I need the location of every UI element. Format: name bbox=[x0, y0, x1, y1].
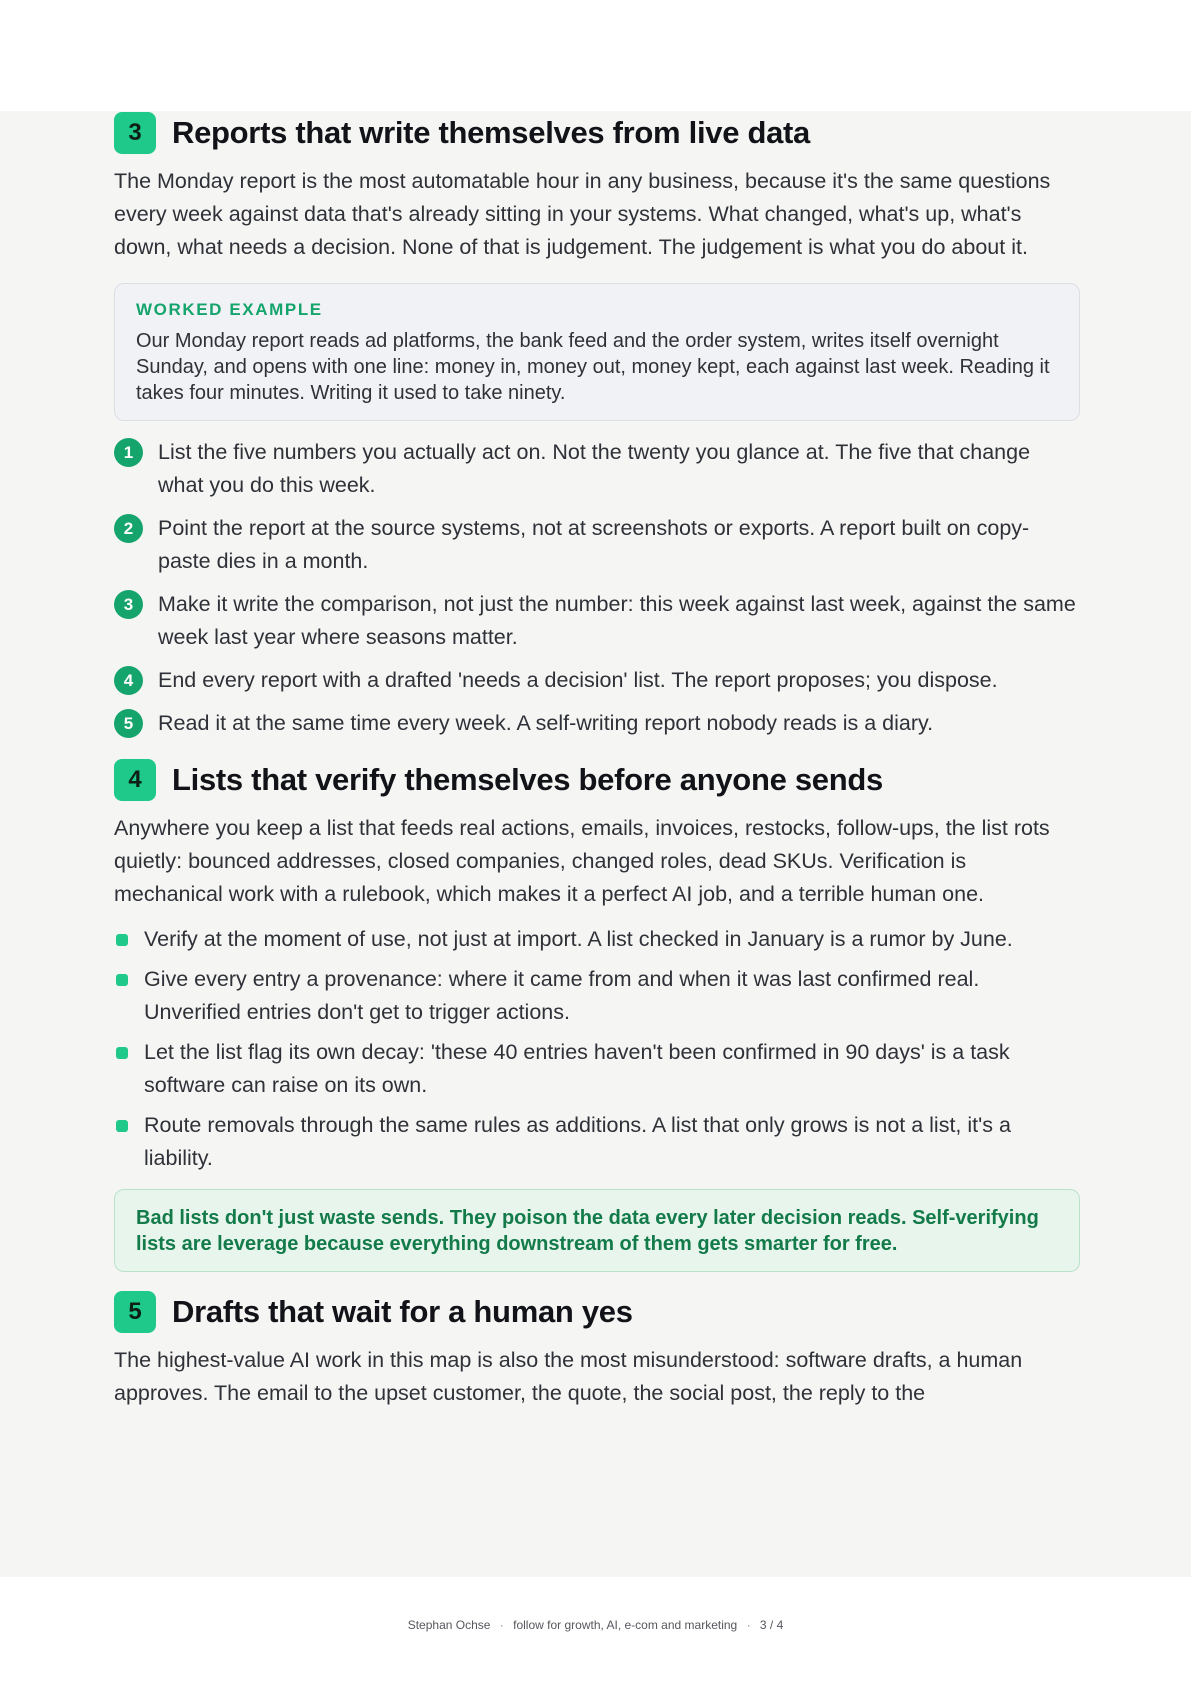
list-item bbox=[114, 923, 1080, 956]
step-text: Make it write the comparison, not just the number: this week against last week, against the same week last year where seasons matter. bbox=[158, 592, 1076, 649]
section-title: Reports that write themselves from live data bbox=[172, 115, 810, 150]
square-bullet-icon bbox=[116, 1047, 128, 1059]
bullet-list bbox=[114, 923, 1080, 1175]
section-3-intro: The Monday report is the most automatable hour in any business, because it's the same questions every week against data that's already sitting in your systems. What changed, what's up, what's down, what needs a decision. None of that is judgement. The judgement is what you do about it. bbox=[114, 169, 1051, 259]
bullet-text: Route removals through the same rules as additions. A list that only grows is not a list, it's a liability. bbox=[144, 1113, 1011, 1170]
step-number-badge: 3 bbox=[114, 590, 143, 619]
list-item bbox=[114, 963, 1080, 1029]
list-item bbox=[114, 707, 1080, 740]
bullet-text: Let the list flag its own decay: 'these 40 entries haven't been confirmed in 90 days' is a task software can raise on its own. bbox=[144, 1040, 1010, 1097]
step-text: End every report with a drafted 'needs a decision' list. The report proposes; you dispose. bbox=[158, 668, 998, 692]
list-item bbox=[114, 588, 1080, 654]
worked-example-box bbox=[114, 283, 1080, 421]
section-title: Drafts that wait for a human yes bbox=[172, 1294, 633, 1329]
worked-example-label: WORKED EXAMPLE bbox=[136, 300, 323, 319]
footer-tagline: follow for growth, AI, e-com and marketing bbox=[513, 1618, 738, 1632]
step-text: Read it at the same time every week. A self-writing report nobody reads is a diary. bbox=[158, 711, 934, 735]
section-number-badge: 3 bbox=[114, 112, 156, 154]
step-number-badge: 1 bbox=[114, 438, 143, 467]
section-number-badge: 5 bbox=[114, 1291, 156, 1333]
section-5-heading bbox=[114, 1290, 1080, 1334]
list-item bbox=[114, 1036, 1080, 1102]
step-number-badge: 4 bbox=[114, 666, 143, 695]
step-text: Point the report at the source systems, not at screenshots or exports. A report built on copy-paste dies in a month. bbox=[158, 516, 1030, 573]
square-bullet-icon bbox=[116, 974, 128, 986]
list-item bbox=[114, 664, 1080, 697]
page-content bbox=[114, 111, 1080, 1410]
page-number: 3 / 4 bbox=[759, 1618, 784, 1632]
numbered-steps bbox=[114, 436, 1080, 740]
footer-separator: · bbox=[746, 1618, 751, 1632]
footer-separator: · bbox=[499, 1618, 504, 1632]
step-number-badge: 5 bbox=[114, 709, 143, 738]
page-footer bbox=[0, 1618, 1191, 1632]
bullet-text: Give every entry a provenance: where it came from and when it was last confirmed real. Unverified entries don't get to trigger actions. bbox=[144, 967, 980, 1024]
square-bullet-icon bbox=[116, 934, 128, 946]
section-4-heading bbox=[114, 758, 1080, 802]
step-number-badge: 2 bbox=[114, 514, 143, 543]
list-item bbox=[114, 436, 1080, 502]
bullet-text: Verify at the moment of use, not just at import. A list checked in January is a rumor by June. bbox=[144, 927, 1013, 951]
step-text: List the five numbers you actually act on. Not the twenty you glance at. The five that change what you do this week. bbox=[158, 440, 1031, 497]
list-item bbox=[114, 1109, 1080, 1175]
worked-example-text: Our Monday report reads ad platforms, the bank feed and the order system, writes itself overnight Sunday, and opens with one line: money in, money out, money kept, each against last week. Reading it takes four minutes. Writing it used to take ninety. bbox=[136, 330, 1050, 404]
section-4-intro: Anywhere you keep a list that feeds real actions, emails, invoices, restocks, follow-ups, the list rots quietly: bounced addresses, closed companies, changed roles, dead SKUs. Verification is mechanical work with a rulebook, which makes it a perfect AI job, and a terrible human one. bbox=[114, 816, 1050, 906]
section-title: Lists that verify themselves before anyone sends bbox=[172, 762, 883, 797]
section-3-heading bbox=[114, 111, 1080, 155]
footer-author: Stephan Ochse bbox=[407, 1618, 491, 1632]
section-number-badge: 4 bbox=[114, 759, 156, 801]
callout-box: Bad lists don't just waste sends. They poison the data every later decision reads. Self-verifying lists are leverage because everything downstream of them gets smarter for free. bbox=[114, 1189, 1080, 1272]
list-item bbox=[114, 512, 1080, 578]
section-5-intro: The highest-value AI work in this map is also the most misunderstood: software drafts, a human approves. The email to the upset customer, the quote, the social post, the reply to the bbox=[114, 1348, 1023, 1405]
square-bullet-icon bbox=[116, 1120, 128, 1132]
